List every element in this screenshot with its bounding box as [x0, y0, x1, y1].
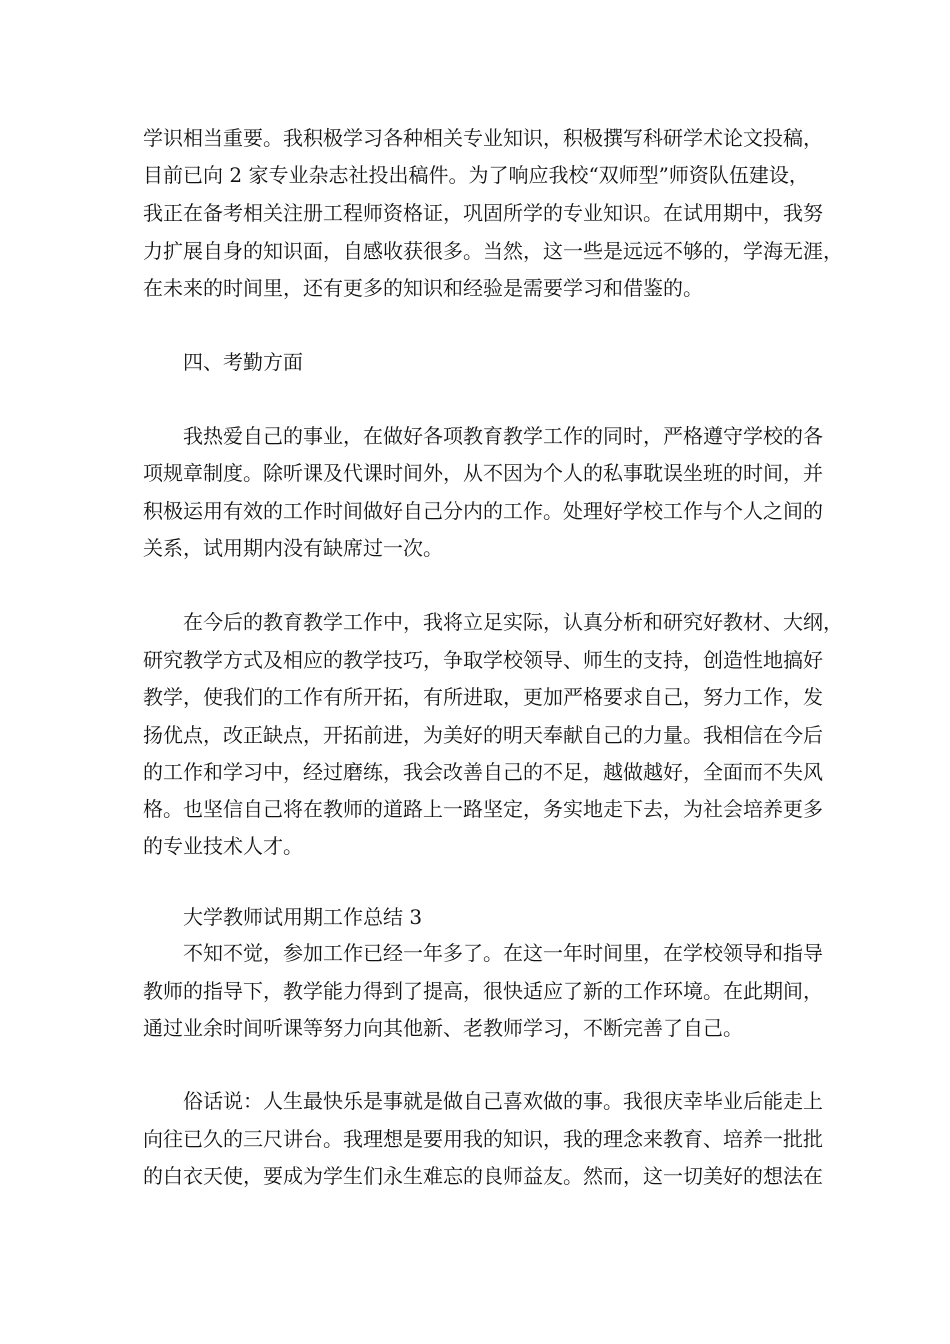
- body-text-line: 目前已向 2 家专业杂志社投出稿件。为了响应我校“双师型”师资队伍建设，: [143, 163, 809, 187]
- body-text-line: 俗话说：人生最快乐是事就是做自己喜欢做的事。我很庆幸毕业后能走上: [183, 1089, 823, 1113]
- body-text-line: 我热爱自己的事业，在做好各项教育教学工作的同时，严格遵守学校的各: [183, 424, 823, 448]
- body-text-line: 教学，使我们的工作有所开拓，有所进取，更加严格要求自己，努力工作，发: [143, 685, 823, 709]
- section-title: 大学教师试用期工作总结 3: [183, 905, 423, 929]
- body-text-line: 在未来的时间里，还有更多的知识和经验是需要学习和借鉴的。: [143, 276, 703, 300]
- body-text-line: 我正在备考相关注册工程师资格证，巩固所学的专业知识。在试用期中，我努: [143, 201, 823, 225]
- body-text-line: 通过业余时间听课等努力向其他新、老教师学习，不断完善了自己。: [143, 1016, 743, 1040]
- body-text-line: 学识相当重要。我积极学习各种相关专业知识，积极撰写科研学术论文投稿，: [143, 126, 823, 150]
- body-text-line: 积极运用有效的工作时间做好自己分内的工作。处理好学校工作与个人之间的: [143, 499, 823, 523]
- body-text-line: 研究教学方式及相应的教学技巧，争取学校领导、师生的支持，创造性地搞好: [143, 648, 823, 672]
- body-text-line: 的工作和学习中，经过磨练，我会改善自己的不足，越做越好，全面而不失风: [143, 760, 823, 784]
- body-text-line: 在今后的教育教学工作中，我将立足实际，认真分析和研究好教材、大纲，: [183, 610, 843, 634]
- body-text-line: 不知不觉，参加工作已经一年多了。在这一年时间里，在学校领导和指导: [183, 941, 823, 965]
- body-text-line: 的白衣天使，要成为学生们永生难忘的良师益友。然而，这一切美好的想法在: [143, 1164, 823, 1188]
- body-text-line: 的专业技术人才。: [143, 834, 303, 858]
- body-text-line: 格。也坚信自己将在教师的道路上一路坚定，务实地走下去，为社会培养更多: [143, 797, 823, 821]
- body-text-line: 教师的指导下，教学能力得到了提高，很快适应了新的工作环境。在此期间，: [143, 979, 823, 1003]
- body-text-line: 扬优点，改正缺点，开拓前进，为美好的明天奉献自己的力量。我相信在今后: [143, 723, 823, 747]
- body-text-line: 项规章制度。除听课及代课时间外，从不因为个人的私事耽误坐班的时间，并: [143, 461, 823, 485]
- body-text-line: 向往已久的三尺讲台。我理想是要用我的知识，我的理念来教育、培养一批批: [143, 1127, 823, 1151]
- body-text-line: 关系，试用期内没有缺席过一次。: [143, 536, 443, 560]
- section-heading: 四、考勤方面: [183, 350, 303, 374]
- body-text-line: 力扩展自身的知识面，自感收获很多。当然，这一些是远远不够的，学海无涯，: [143, 239, 843, 263]
